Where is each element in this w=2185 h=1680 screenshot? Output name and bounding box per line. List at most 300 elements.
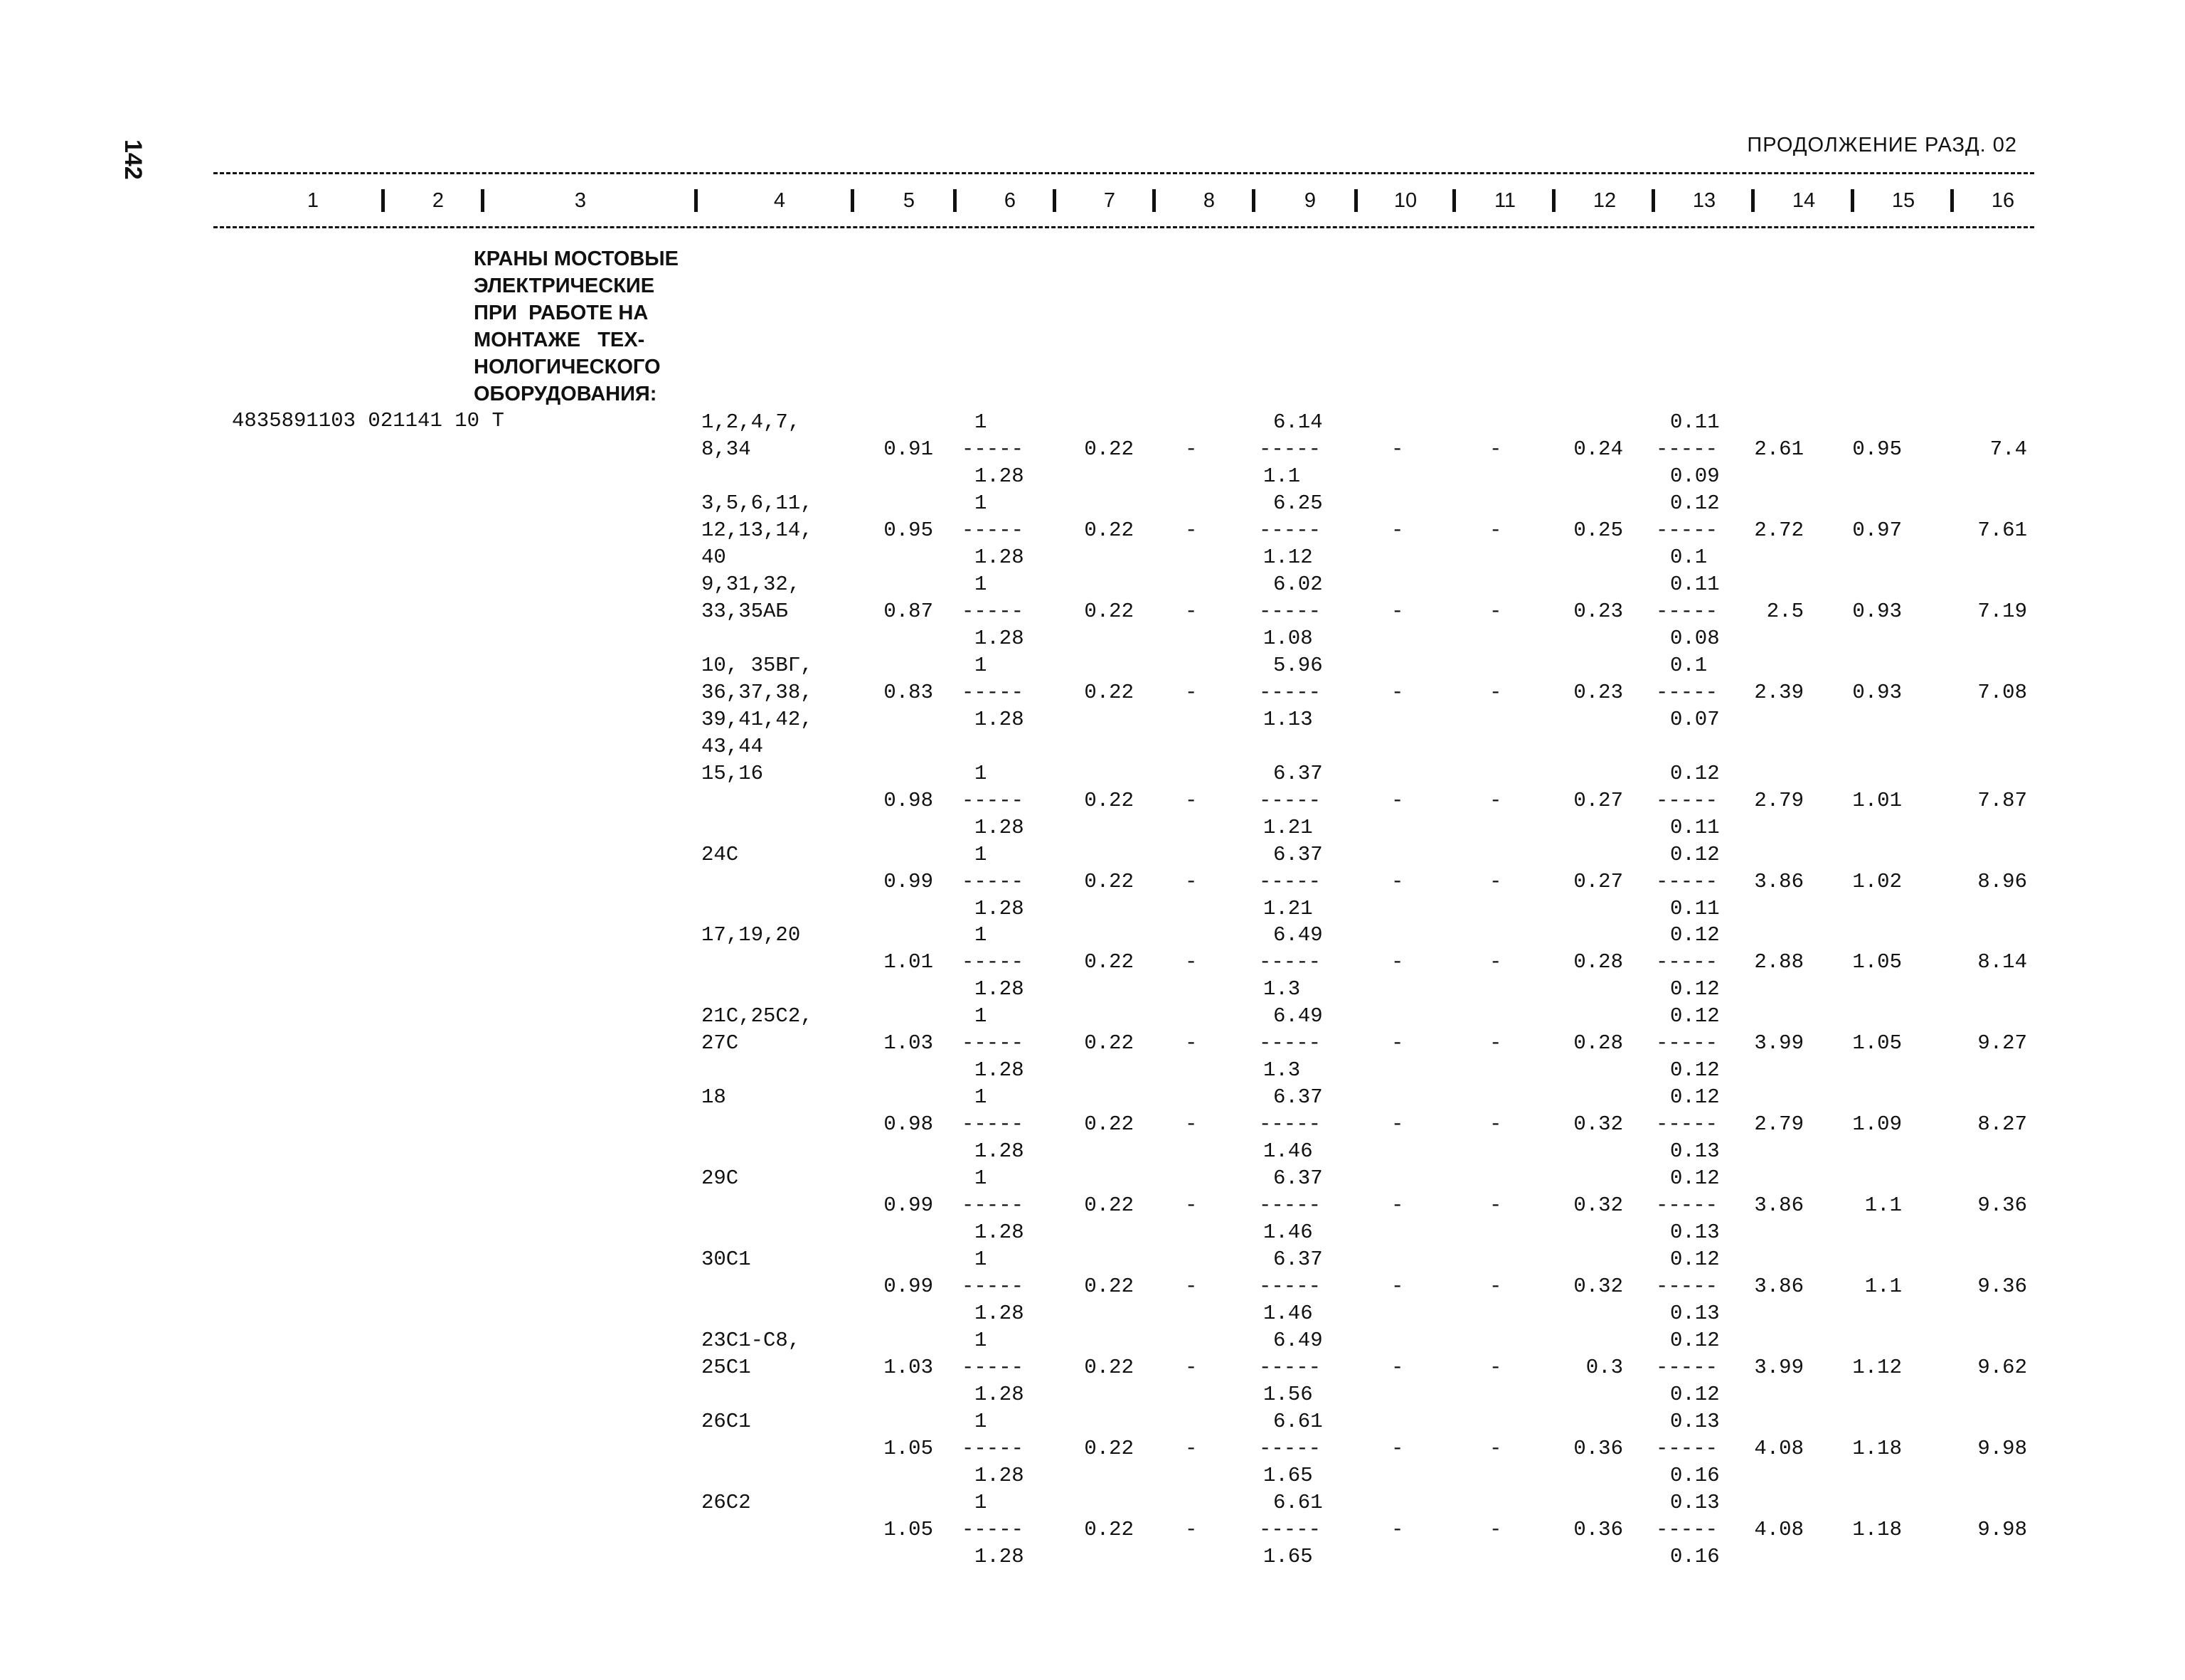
row-c6-fraction-bar: ----- (962, 1518, 1024, 1541)
row-c13-denominator: 0.11 (1670, 897, 1720, 920)
row-c6-numerator: 1 (974, 923, 987, 947)
row-value-c14: 2.88 (1754, 950, 1804, 974)
row-dash-c11: - (1489, 1193, 1502, 1217)
column-number-9: 9 (1304, 189, 1317, 212)
column-number-10: 10 (1393, 189, 1418, 212)
row-c9-numerator: 6.49 (1273, 923, 1323, 947)
row-c13-fraction-bar: ----- (1656, 681, 1718, 704)
column-separator (1751, 189, 1755, 212)
row-object-ids: 17,19,20 (701, 923, 801, 947)
row-c13-fraction-bar: ----- (1656, 1112, 1718, 1136)
row-value-c15: 1.1 (1864, 1193, 1902, 1217)
row-c6-denominator: 1.28 (974, 1545, 1024, 1568)
row-value-c14: 3.99 (1754, 1356, 1804, 1379)
row-value-c7: 0.22 (1084, 789, 1134, 812)
row-c13-fraction-bar: ----- (1656, 1356, 1718, 1379)
row-value-c5: 0.99 (883, 1193, 933, 1217)
row-dash-c10: - (1391, 519, 1404, 542)
row-c9-numerator: 6.37 (1273, 1248, 1323, 1271)
row-value-c14: 3.86 (1754, 1275, 1804, 1298)
row-object-ids: 26С1 (701, 1410, 751, 1433)
row-c9-fraction-bar: ----- (1259, 600, 1322, 623)
row-c13-denominator: 0.12 (1670, 1058, 1720, 1082)
row-value-c12: 0.28 (1573, 1031, 1623, 1055)
row-value-c14: 3.86 (1754, 1193, 1804, 1217)
row-dash-c11: - (1489, 950, 1502, 974)
table-top-rule (213, 172, 2034, 174)
row-c9-fraction-bar: ----- (1259, 789, 1322, 812)
column-number-4: 4 (773, 189, 786, 212)
row-c9-numerator: 6.14 (1273, 410, 1323, 434)
row-value-c16: 7.19 (1977, 600, 2027, 623)
row-dash-c11: - (1489, 1275, 1502, 1298)
row-c9-fraction-bar: ----- (1259, 1356, 1322, 1379)
row-c6-numerator: 1 (974, 1085, 987, 1109)
row-dash-c10: - (1391, 870, 1404, 893)
column-number-7: 7 (1103, 189, 1116, 212)
row-c13-denominator: 0.08 (1670, 627, 1720, 650)
row-dash-c11: - (1489, 870, 1502, 893)
row-c9-denominator: 1.46 (1263, 1221, 1313, 1244)
row-c9-denominator: 1.3 (1263, 977, 1301, 1001)
row-c13-fraction-bar: ----- (1656, 870, 1718, 893)
column-number-13: 13 (1692, 189, 1716, 212)
row-c9-numerator: 5.96 (1273, 654, 1323, 677)
row-dash-c8: - (1185, 950, 1198, 974)
row-value-c16: 9.36 (1977, 1275, 2027, 1298)
row-c9-fraction-bar: ----- (1259, 519, 1322, 542)
row-c6-numerator: 1 (974, 1329, 987, 1352)
column-number-11: 11 (1494, 189, 1516, 212)
row-c6-numerator: 1 (974, 762, 987, 785)
row-c9-denominator: 1.46 (1263, 1302, 1313, 1325)
row-c6-fraction-bar: ----- (962, 437, 1024, 461)
row-dash-c8: - (1185, 437, 1198, 461)
row-value-c15: 0.97 (1852, 519, 1902, 542)
row-value-c16: 8.14 (1977, 950, 2027, 974)
row-c13-numerator: 0.13 (1670, 1410, 1720, 1433)
row-c6-denominator: 1.28 (974, 1058, 1024, 1082)
column-number-6: 6 (1004, 189, 1016, 212)
row-value-c7: 0.22 (1084, 1518, 1134, 1541)
row-object-ids: 18 (701, 1085, 726, 1109)
row-c9-numerator: 6.37 (1273, 762, 1323, 785)
row-c13-denominator: 0.13 (1670, 1302, 1720, 1325)
column-number-8: 8 (1203, 189, 1216, 212)
row-value-c14: 2.79 (1754, 1112, 1804, 1136)
row-c13-fraction-bar: ----- (1656, 789, 1718, 812)
row-dash-c11: - (1489, 789, 1502, 812)
row-value-c5: 0.99 (883, 1275, 933, 1298)
row-object-ids: 3,5,6,11, 12,13,14, 40 (701, 491, 813, 569)
row-value-c14: 2.79 (1754, 789, 1804, 812)
row-dash-c10: - (1391, 1275, 1404, 1298)
row-c13-numerator: 0.11 (1670, 573, 1720, 596)
row-value-c12: 0.27 (1573, 789, 1623, 812)
row-value-c16: 7.4 (1989, 437, 2027, 461)
row-value-c7: 0.22 (1084, 1193, 1134, 1217)
row-c13-numerator: 0.12 (1670, 762, 1720, 785)
row-c6-fraction-bar: ----- (962, 1356, 1024, 1379)
row-c13-denominator: 0.1 (1670, 546, 1708, 569)
equipment-group-title: КРАНЫ МОСТОВЫЕ ЭЛЕКТРИЧЕСКИЕ ПРИ РАБОТЕ НА МОНТАЖЕ ТЕХ- НОЛОГИЧЕСКОГО ОБОРУДОВАНИЯ: (474, 248, 679, 405)
row-value-c5: 1.05 (883, 1437, 933, 1460)
column-number-3: 3 (574, 189, 587, 212)
row-c9-fraction-bar: ----- (1259, 437, 1322, 461)
row-value-c12: 0.36 (1573, 1518, 1623, 1541)
row-c6-denominator: 1.28 (974, 1221, 1024, 1244)
row-c9-numerator: 6.49 (1273, 1004, 1323, 1028)
row-object-ids: 10, 35ВГ, 36,37,38, 39,41,42, 43,44 (701, 654, 813, 758)
row-c9-denominator: 1.65 (1263, 1545, 1313, 1568)
row-c9-fraction-bar: ----- (1259, 950, 1322, 974)
row-c13-denominator: 0.07 (1670, 708, 1720, 731)
column-number-5: 5 (903, 189, 915, 212)
row-c13-fraction-bar: ----- (1656, 1193, 1718, 1217)
row-dash-c11: - (1489, 437, 1502, 461)
row-value-c14: 2.61 (1754, 437, 1804, 461)
column-separator (953, 189, 957, 212)
row-c6-fraction-bar: ----- (962, 1193, 1024, 1217)
row-dash-c10: - (1391, 789, 1404, 812)
row-value-c16: 9.98 (1977, 1437, 2027, 1460)
row-c13-fraction-bar: ----- (1656, 600, 1718, 623)
row-object-ids: 26С2 (701, 1491, 751, 1514)
row-dash-c8: - (1185, 681, 1198, 704)
row-dash-c10: - (1391, 681, 1404, 704)
row-c6-numerator: 1 (974, 491, 987, 515)
row-c13-numerator: 0.12 (1670, 1248, 1720, 1271)
row-value-c7: 0.22 (1084, 1112, 1134, 1136)
row-value-c12: 0.25 (1573, 519, 1623, 542)
row-c6-numerator: 1 (974, 1491, 987, 1514)
row-c9-numerator: 6.49 (1273, 1329, 1323, 1352)
row-c6-denominator: 1.28 (974, 1302, 1024, 1325)
row-c6-denominator: 1.28 (974, 1383, 1024, 1406)
column-separator (694, 189, 698, 212)
row-c13-numerator: 0.12 (1670, 491, 1720, 515)
row-object-ids: 24С (701, 843, 739, 866)
row-c6-fraction-bar: ----- (962, 950, 1024, 974)
row-c6-numerator: 1 (974, 1410, 987, 1433)
row-c6-fraction-bar: ----- (962, 519, 1024, 542)
row-value-c7: 0.22 (1084, 1031, 1134, 1055)
row-c6-fraction-bar: ----- (962, 870, 1024, 893)
row-c9-denominator: 1.46 (1263, 1139, 1313, 1163)
row-value-c16: 9.98 (1977, 1518, 2027, 1541)
row-value-c7: 0.22 (1084, 1275, 1134, 1298)
row-c6-numerator: 1 (974, 843, 987, 866)
row-c13-fraction-bar: ----- (1656, 519, 1718, 542)
row-dash-c10: - (1391, 1518, 1404, 1541)
row-dash-c11: - (1489, 519, 1502, 542)
row-value-c12: 0.27 (1573, 870, 1623, 893)
row-c9-numerator: 6.25 (1273, 491, 1323, 515)
row-c9-fraction-bar: ----- (1259, 1518, 1322, 1541)
row-c13-numerator: 0.12 (1670, 923, 1720, 947)
row-value-c5: 0.87 (883, 600, 933, 623)
row-c9-fraction-bar: ----- (1259, 870, 1322, 893)
row-value-c12: 0.32 (1573, 1193, 1623, 1217)
row-dash-c8: - (1185, 600, 1198, 623)
row-value-c16: 7.08 (1977, 681, 2027, 704)
row-object-ids: 21С,25С2, 27С (701, 1004, 813, 1055)
row-value-c7: 0.22 (1084, 437, 1134, 461)
column-separator (481, 189, 484, 212)
row-c13-numerator: 0.1 (1670, 654, 1708, 677)
row-value-c12: 0.3 (1585, 1356, 1623, 1379)
row-c9-fraction-bar: ----- (1259, 1031, 1322, 1055)
row-value-c7: 0.22 (1084, 681, 1134, 704)
row-value-c15: 0.95 (1852, 437, 1902, 461)
row-object-ids: 29С (701, 1166, 739, 1190)
row-c9-fraction-bar: ----- (1259, 681, 1322, 704)
row-c9-denominator: 1.21 (1263, 816, 1313, 839)
row-c9-fraction-bar: ----- (1259, 1112, 1322, 1136)
row-value-c14: 2.72 (1754, 519, 1804, 542)
row-c6-fraction-bar: ----- (962, 1112, 1024, 1136)
row-value-c14: 3.86 (1754, 870, 1804, 893)
row-c13-denominator: 0.13 (1670, 1221, 1720, 1244)
row-c6-fraction-bar: ----- (962, 1031, 1024, 1055)
row-value-c5: 1.03 (883, 1031, 933, 1055)
row-c6-denominator: 1.28 (974, 977, 1024, 1001)
column-separator (1354, 189, 1358, 212)
row-c9-numerator: 6.61 (1273, 1491, 1323, 1514)
row-value-c16: 9.62 (1977, 1356, 2027, 1379)
row-dash-c11: - (1489, 1518, 1502, 1541)
column-separator (1152, 189, 1156, 212)
row-c13-numerator: 0.12 (1670, 843, 1720, 866)
row-dash-c8: - (1185, 1275, 1198, 1298)
row-c13-numerator: 0.12 (1670, 1329, 1720, 1352)
row-value-c16: 9.36 (1977, 1193, 2027, 1217)
row-dash-c10: - (1391, 1031, 1404, 1055)
row-c6-denominator: 1.28 (974, 1464, 1024, 1487)
row-c9-denominator: 1.56 (1263, 1383, 1313, 1406)
page-number: 142 (119, 139, 147, 180)
row-dash-c8: - (1185, 1518, 1198, 1541)
column-number-16: 16 (1991, 189, 2015, 212)
row-c13-fraction-bar: ----- (1656, 437, 1718, 461)
row-value-c15: 1.09 (1852, 1112, 1902, 1136)
row-c6-fraction-bar: ----- (962, 1437, 1024, 1460)
column-number-1: 1 (307, 189, 319, 212)
row-value-c16: 7.87 (1977, 789, 2027, 812)
row-value-c16: 8.27 (1977, 1112, 2027, 1136)
row-value-c14: 2.39 (1754, 681, 1804, 704)
row-c6-denominator: 1.28 (974, 897, 1024, 920)
row-dash-c10: - (1391, 1437, 1404, 1460)
row-object-ids: 1,2,4,7, 8,34 (701, 410, 801, 461)
row-c6-numerator: 1 (974, 1004, 987, 1028)
column-separator (1552, 189, 1556, 212)
row-c13-numerator: 0.12 (1670, 1004, 1720, 1028)
row-c6-numerator: 1 (974, 654, 987, 677)
row-value-c5: 1.05 (883, 1518, 933, 1541)
row-dash-c10: - (1391, 1193, 1404, 1217)
row-value-c15: 0.93 (1852, 600, 1902, 623)
row-c13-fraction-bar: ----- (1656, 1275, 1718, 1298)
row-value-c15: 1.18 (1852, 1518, 1902, 1541)
row-value-c5: 0.98 (883, 789, 933, 812)
column-number-15: 15 (1891, 189, 1915, 212)
row-c9-numerator: 6.02 (1273, 573, 1323, 596)
row-c6-fraction-bar: ----- (962, 789, 1024, 812)
row-dash-c8: - (1185, 1031, 1198, 1055)
column-separator (1053, 189, 1056, 212)
row-value-c15: 1.05 (1852, 1031, 1902, 1055)
row-c9-fraction-bar: ----- (1259, 1275, 1322, 1298)
row-value-c12: 0.23 (1573, 681, 1623, 704)
row-value-c12: 0.32 (1573, 1275, 1623, 1298)
row-dash-c10: - (1391, 1112, 1404, 1136)
row-value-c7: 0.22 (1084, 519, 1134, 542)
row-value-c5: 0.83 (883, 681, 933, 704)
row-object-ids: 23С1-С8, 25С1 (701, 1329, 801, 1379)
row-value-c7: 0.22 (1084, 1437, 1134, 1460)
row-dash-c11: - (1489, 1437, 1502, 1460)
row-object-ids: 9,31,32, 33,35АБ (701, 573, 801, 623)
column-number-12: 12 (1593, 189, 1617, 212)
row-c6-fraction-bar: ----- (962, 1275, 1024, 1298)
row-c6-denominator: 1.28 (974, 627, 1024, 650)
row-value-c15: 1.05 (1852, 950, 1902, 974)
norm-code: 4835891103 021141 10 Т (232, 409, 504, 432)
row-dash-c8: - (1185, 1437, 1198, 1460)
row-value-c15: 1.12 (1852, 1356, 1902, 1379)
column-separator (1452, 189, 1456, 212)
row-value-c12: 0.32 (1573, 1112, 1623, 1136)
row-dash-c8: - (1185, 1356, 1198, 1379)
row-c13-numerator: 0.12 (1670, 1166, 1720, 1190)
row-value-c15: 1.18 (1852, 1437, 1902, 1460)
row-value-c7: 0.22 (1084, 950, 1134, 974)
row-value-c12: 0.24 (1573, 437, 1623, 461)
row-c6-denominator: 1.28 (974, 708, 1024, 731)
column-separator (1652, 189, 1655, 212)
row-dash-c8: - (1185, 1112, 1198, 1136)
row-dash-c8: - (1185, 1193, 1198, 1217)
row-dash-c10: - (1391, 950, 1404, 974)
row-object-ids: 30С1 (701, 1248, 751, 1271)
row-value-c12: 0.23 (1573, 600, 1623, 623)
column-separator (381, 189, 385, 212)
row-value-c16: 8.96 (1977, 870, 2027, 893)
row-dash-c11: - (1489, 1031, 1502, 1055)
row-c13-denominator: 0.16 (1670, 1545, 1720, 1568)
table-header-rule (213, 226, 2034, 228)
row-c6-numerator: 1 (974, 1248, 987, 1271)
row-c13-fraction-bar: ----- (1656, 1518, 1718, 1541)
row-value-c15: 1.1 (1864, 1275, 1902, 1298)
row-value-c5: 1.03 (883, 1356, 933, 1379)
row-c9-numerator: 6.37 (1273, 1166, 1323, 1190)
row-value-c15: 1.02 (1852, 870, 1902, 893)
row-dash-c10: - (1391, 437, 1404, 461)
row-c13-numerator: 0.12 (1670, 1085, 1720, 1109)
row-c6-numerator: 1 (974, 573, 987, 596)
row-value-c7: 0.22 (1084, 600, 1134, 623)
row-c9-denominator: 1.3 (1263, 1058, 1301, 1082)
row-c6-denominator: 1.28 (974, 464, 1024, 488)
row-dash-c10: - (1391, 1356, 1404, 1379)
row-c13-denominator: 0.11 (1670, 816, 1720, 839)
row-c13-fraction-bar: ----- (1656, 1031, 1718, 1055)
row-value-c5: 0.98 (883, 1112, 933, 1136)
row-dash-c10: - (1391, 600, 1404, 623)
row-c9-denominator: 1.12 (1263, 546, 1313, 569)
row-dash-c8: - (1185, 789, 1198, 812)
row-c6-denominator: 1.28 (974, 816, 1024, 839)
row-c13-denominator: 0.13 (1670, 1139, 1720, 1163)
row-c9-denominator: 1.08 (1263, 627, 1313, 650)
section-continuation-header: ПРОДОЛЖЕНИЕ РАЗД. 02 (1747, 134, 2017, 156)
row-c13-denominator: 0.12 (1670, 977, 1720, 1001)
column-separator (1950, 189, 1954, 212)
row-c6-numerator: 1 (974, 1166, 987, 1190)
row-c6-fraction-bar: ----- (962, 681, 1024, 704)
row-value-c14: 4.08 (1754, 1518, 1804, 1541)
row-c13-fraction-bar: ----- (1656, 1437, 1718, 1460)
row-value-c12: 0.36 (1573, 1437, 1623, 1460)
row-c9-denominator: 1.1 (1263, 464, 1301, 488)
row-dash-c8: - (1185, 519, 1198, 542)
row-dash-c11: - (1489, 600, 1502, 623)
column-number-2: 2 (432, 189, 445, 212)
column-separator (1252, 189, 1255, 212)
row-dash-c8: - (1185, 870, 1198, 893)
row-value-c15: 0.93 (1852, 681, 1902, 704)
row-value-c5: 0.99 (883, 870, 933, 893)
row-c13-denominator: 0.09 (1670, 464, 1720, 488)
row-c6-fraction-bar: ----- (962, 600, 1024, 623)
row-value-c5: 1.01 (883, 950, 933, 974)
row-value-c16: 9.27 (1977, 1031, 2027, 1055)
row-value-c14: 3.99 (1754, 1031, 1804, 1055)
column-separator (851, 189, 854, 212)
row-value-c5: 0.91 (883, 437, 933, 461)
row-dash-c11: - (1489, 1112, 1502, 1136)
row-value-c12: 0.28 (1573, 950, 1623, 974)
row-c13-denominator: 0.12 (1670, 1383, 1720, 1406)
row-value-c5: 0.95 (883, 519, 933, 542)
row-c9-numerator: 6.61 (1273, 1410, 1323, 1433)
row-value-c7: 0.22 (1084, 870, 1134, 893)
row-value-c14: 2.5 (1766, 600, 1804, 623)
row-c9-fraction-bar: ----- (1259, 1193, 1322, 1217)
row-c13-numerator: 0.13 (1670, 1491, 1720, 1514)
row-c9-fraction-bar: ----- (1259, 1437, 1322, 1460)
row-c13-fraction-bar: ----- (1656, 950, 1718, 974)
row-c6-numerator: 1 (974, 410, 987, 434)
row-object-ids: 15,16 (701, 762, 764, 785)
row-dash-c11: - (1489, 1356, 1502, 1379)
row-c6-denominator: 1.28 (974, 1139, 1024, 1163)
row-c9-denominator: 1.65 (1263, 1464, 1313, 1487)
row-dash-c11: - (1489, 681, 1502, 704)
row-c6-denominator: 1.28 (974, 546, 1024, 569)
row-c9-numerator: 6.37 (1273, 1085, 1323, 1109)
row-value-c15: 1.01 (1852, 789, 1902, 812)
row-value-c7: 0.22 (1084, 1356, 1134, 1379)
column-separator (1851, 189, 1854, 212)
row-value-c14: 4.08 (1754, 1437, 1804, 1460)
row-value-c16: 7.61 (1977, 519, 2027, 542)
row-c9-denominator: 1.13 (1263, 708, 1313, 731)
column-number-14: 14 (1792, 189, 1816, 212)
row-c9-numerator: 6.37 (1273, 843, 1323, 866)
